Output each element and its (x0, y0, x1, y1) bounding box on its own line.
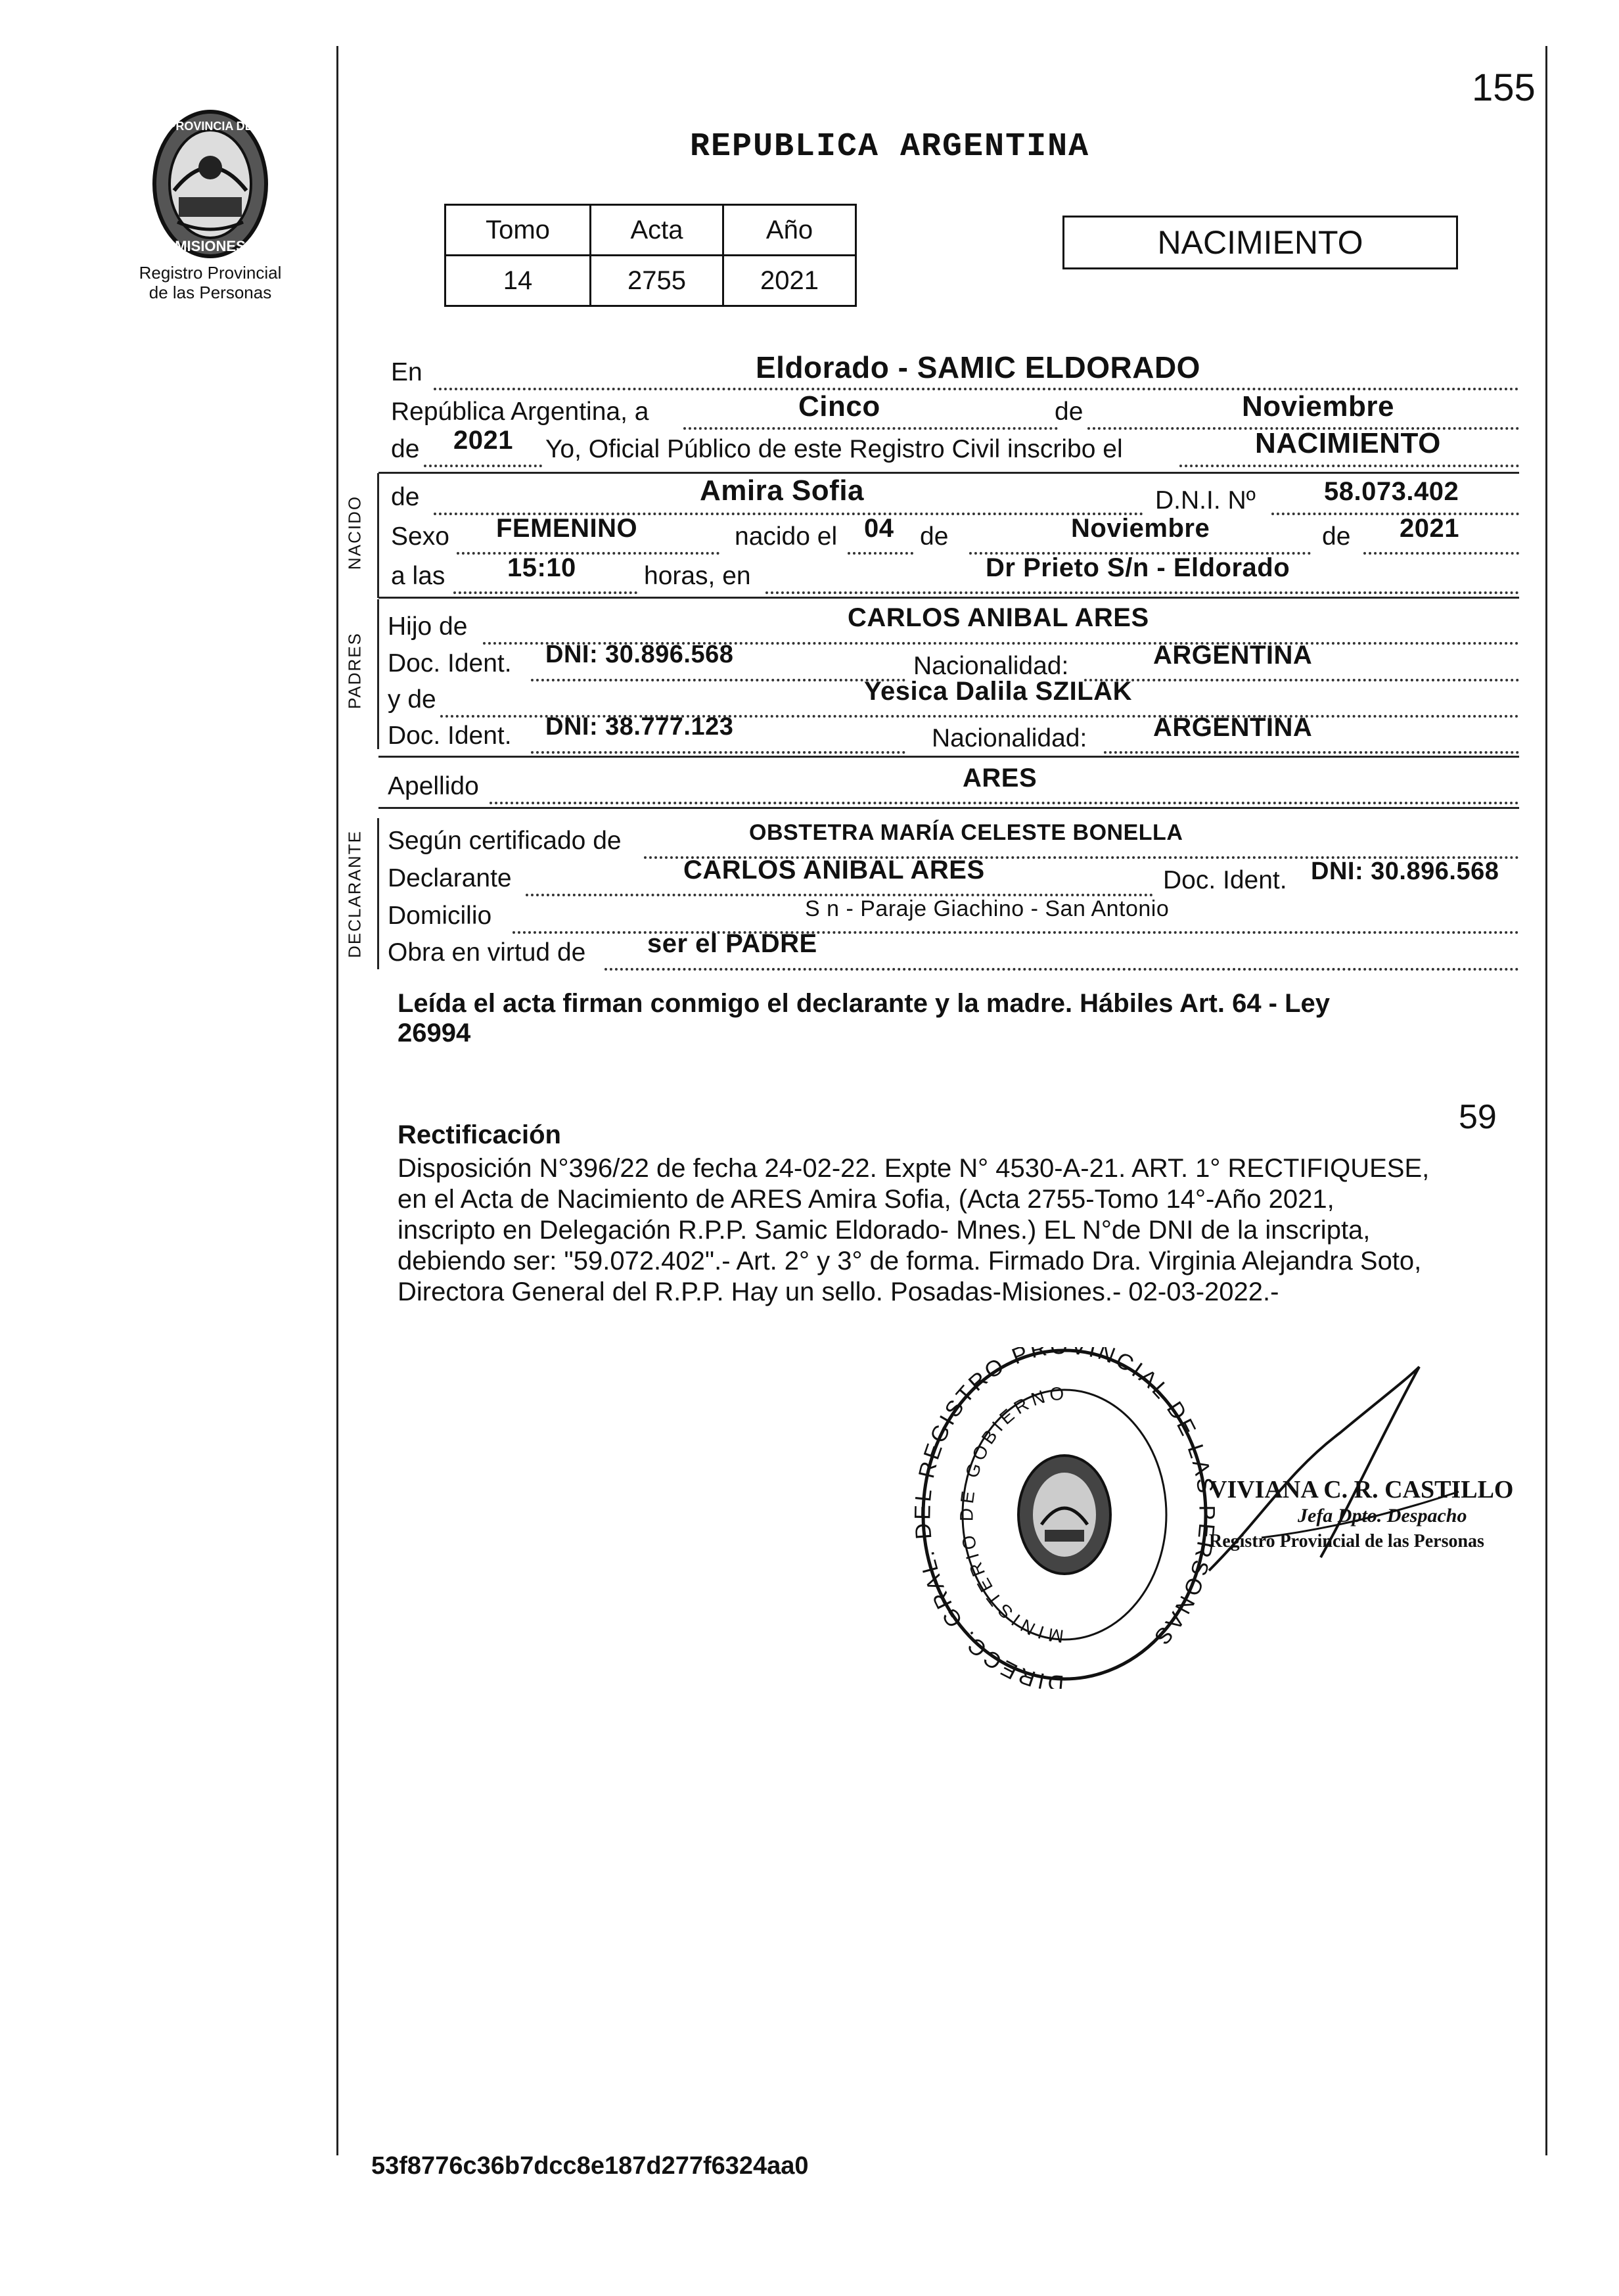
dotted-line (453, 589, 637, 594)
doc-ident-label-1: Doc. Ident. (388, 649, 512, 677)
nacionalidad-label-2: Nacionalidad: (932, 724, 1087, 752)
section-divider (378, 807, 1519, 809)
declarante-side-label: DECLARANTE (344, 830, 365, 958)
declarante-bracket (377, 818, 379, 969)
tomo-value: 14 (445, 256, 591, 306)
de-label-3: de (391, 483, 420, 511)
father-nationality: ARGENTINA (1153, 641, 1313, 670)
act-reference-table (444, 204, 857, 307)
signatory-title: Jefa Dpto. Despacho (1298, 1505, 1467, 1527)
yo-text: Yo, Oficial Público de este Registro Civil inscribo el (545, 435, 1123, 463)
nacionalidad-label-1: Nacionalidad: (913, 652, 1069, 680)
rectification-number: 59 (1459, 1098, 1497, 1136)
registry-name-line2: de las Personas (148, 283, 272, 302)
country-title: REPUBLICA ARGENTINA (690, 128, 1090, 166)
rectification-line: debiendo ser: "59.072.402".- Art. 2° y 3° de forma. Firmado Dra. Virginia Alejandra Soto, (398, 1247, 1422, 1275)
de-label-2: de (391, 435, 420, 463)
dni-label: D.N.I. Nº (1155, 486, 1256, 515)
de-label-4: de (920, 522, 949, 551)
right-margin-line (1545, 46, 1547, 2155)
dotted-line (765, 589, 1519, 594)
nacido-label: nacido el (735, 522, 838, 551)
dotted-line (457, 549, 719, 555)
child-dni: 58.073.402 (1324, 477, 1459, 506)
document-type: NACIMIENTO (1157, 224, 1363, 261)
document-hash: 53f8776c36b7dcc8e187d277f6324aa0 (371, 2152, 809, 2180)
dotted-line (1271, 510, 1519, 515)
section-divider (378, 756, 1519, 758)
birth-place: Dr Prieto S/n - Eldorado (986, 553, 1290, 582)
dotted-line (434, 385, 1519, 390)
dotted-line (683, 425, 1058, 430)
month-value: Noviembre (1242, 390, 1394, 423)
alas-label: a las (391, 562, 445, 590)
dotted-line (531, 676, 905, 681)
section-divider (378, 597, 1519, 599)
page-number: 155 (1472, 66, 1536, 109)
birth-month: Noviembre (1071, 514, 1210, 543)
mother-name: Yesica Dalila SZILAK (864, 677, 1132, 706)
segun-label: Según certificado de (388, 827, 622, 855)
rectification-line: Disposición N°396/22 de fecha 24-02-22. Expte N° 4530-A-21. ART. 1° RECTIFIQUESE, (398, 1154, 1430, 1183)
rectification-line: Directora General del R.P.P. Hay un sello. Posadas-Misiones.- 02-03-2022.- (398, 1277, 1279, 1306)
y-de-label: y de (388, 685, 436, 714)
declarante-label: Declarante (388, 864, 512, 892)
dotted-line (526, 891, 1153, 896)
hijo-label: Hijo de (388, 612, 468, 641)
dotted-line (424, 462, 542, 467)
child-name: Amira Sofia (700, 474, 865, 507)
birth-time: 15:10 (507, 553, 576, 582)
document-type-box (1062, 216, 1458, 269)
apellido-label: Apellido (388, 772, 479, 800)
certificate-issuer: OBSTETRA MARÍA CELESTE BONELLA (749, 820, 1183, 845)
horas-label: horas, en (644, 562, 751, 590)
surname-value: ARES (963, 764, 1038, 792)
province-logo (145, 105, 276, 263)
declarant-dni: DNI: 30.896.568 (1311, 858, 1499, 885)
svg-text:MISIONES: MISIONES (175, 238, 246, 254)
padres-bracket (377, 599, 379, 749)
registry-name-line1: Registro Provincial (139, 263, 282, 283)
left-margin-line (336, 46, 338, 2155)
reading-note-line1: Leída el acta firman conmigo el declarante y la madre. Hábiles Art. 64 - Ley (398, 989, 1331, 1018)
birth-day: 04 (864, 514, 894, 543)
doc-ident-label-3: Doc. Ident. (1163, 866, 1287, 894)
sex-value: FEMENINO (496, 514, 638, 543)
nacido-bracket (377, 473, 379, 598)
registry-office: Eldorado - SAMIC ELDORADO (756, 350, 1200, 384)
year-value: 2021 (453, 426, 513, 455)
rectification-line: en el Acta de Nacimiento de ARES Amira Sofia, (Acta 2755-Tomo 14°-Año 2021, (398, 1185, 1334, 1214)
inscription-type: NACIMIENTO (1255, 427, 1441, 459)
declarant-role: ser el PADRE (647, 929, 817, 958)
dotted-line (1179, 462, 1519, 467)
dotted-line (1363, 549, 1519, 555)
dotted-line (1084, 676, 1519, 681)
obra-label: Obra en virtud de (388, 938, 586, 967)
de-label-5: de (1322, 522, 1351, 551)
dotted-line (490, 799, 1519, 804)
dotted-line (848, 549, 913, 555)
dotted-line (1104, 748, 1519, 754)
day-value: Cinco (798, 390, 880, 423)
rectification-title: Rectificación (398, 1120, 561, 1149)
padres-side-label: PADRES (344, 632, 365, 709)
dotted-line (531, 748, 905, 754)
svg-text:PROVINCIA DE: PROVINCIA DE (168, 120, 253, 133)
domicilio-label: Domicilio (388, 902, 492, 930)
col-tomo: Tomo (445, 205, 591, 256)
father-name: CARLOS ANIBAL ARES (848, 603, 1149, 632)
declarant-name: CARLOS ANIBAL ARES (683, 856, 985, 884)
republica-label: República Argentina, a (391, 398, 649, 426)
reading-note-line2: 26994 (398, 1019, 471, 1047)
declarant-address: S n - Paraje Giachino - San Antonio (805, 896, 1170, 921)
mother-nationality: ARGENTINA (1153, 713, 1313, 742)
de-label-1: de (1055, 398, 1083, 426)
col-acta: Acta (590, 205, 723, 256)
signatory-organization: Registro Provincial de las Personas (1209, 1531, 1484, 1551)
sexo-label: Sexo (391, 522, 449, 551)
nacido-side-label: NACIDO (344, 495, 365, 570)
stamp-outer-text: DIRECC. GRAL. L REGISTRO PR VINCIAL DE LA RSONAS (913, 1347, 1216, 1689)
father-dni: DNI: 30.896.568 (545, 641, 734, 668)
birth-year: 2021 (1400, 514, 1459, 543)
signatory-name: VIVIANA C. R. CASTILLO (1209, 1476, 1514, 1504)
rectification-line: inscripto en Delegación R.P.P. Samic Eldorado- Mnes.) EL N°de DNI de la inscripta, (398, 1216, 1371, 1245)
anio-value: 2021 (723, 256, 855, 306)
en-label: En (391, 358, 422, 386)
dotted-line (604, 965, 1519, 971)
stamp-inner-text: MINISTERIO DE GOBIERNO (956, 1383, 1069, 1647)
col-anio: Año (723, 205, 855, 256)
doc-ident-label-2: Doc. Ident. (388, 722, 512, 750)
section-divider (378, 472, 1519, 474)
acta-value: 2755 (590, 256, 723, 306)
official-stamp (913, 1347, 1216, 1689)
mother-dni: DNI: 38.777.123 (545, 713, 734, 741)
